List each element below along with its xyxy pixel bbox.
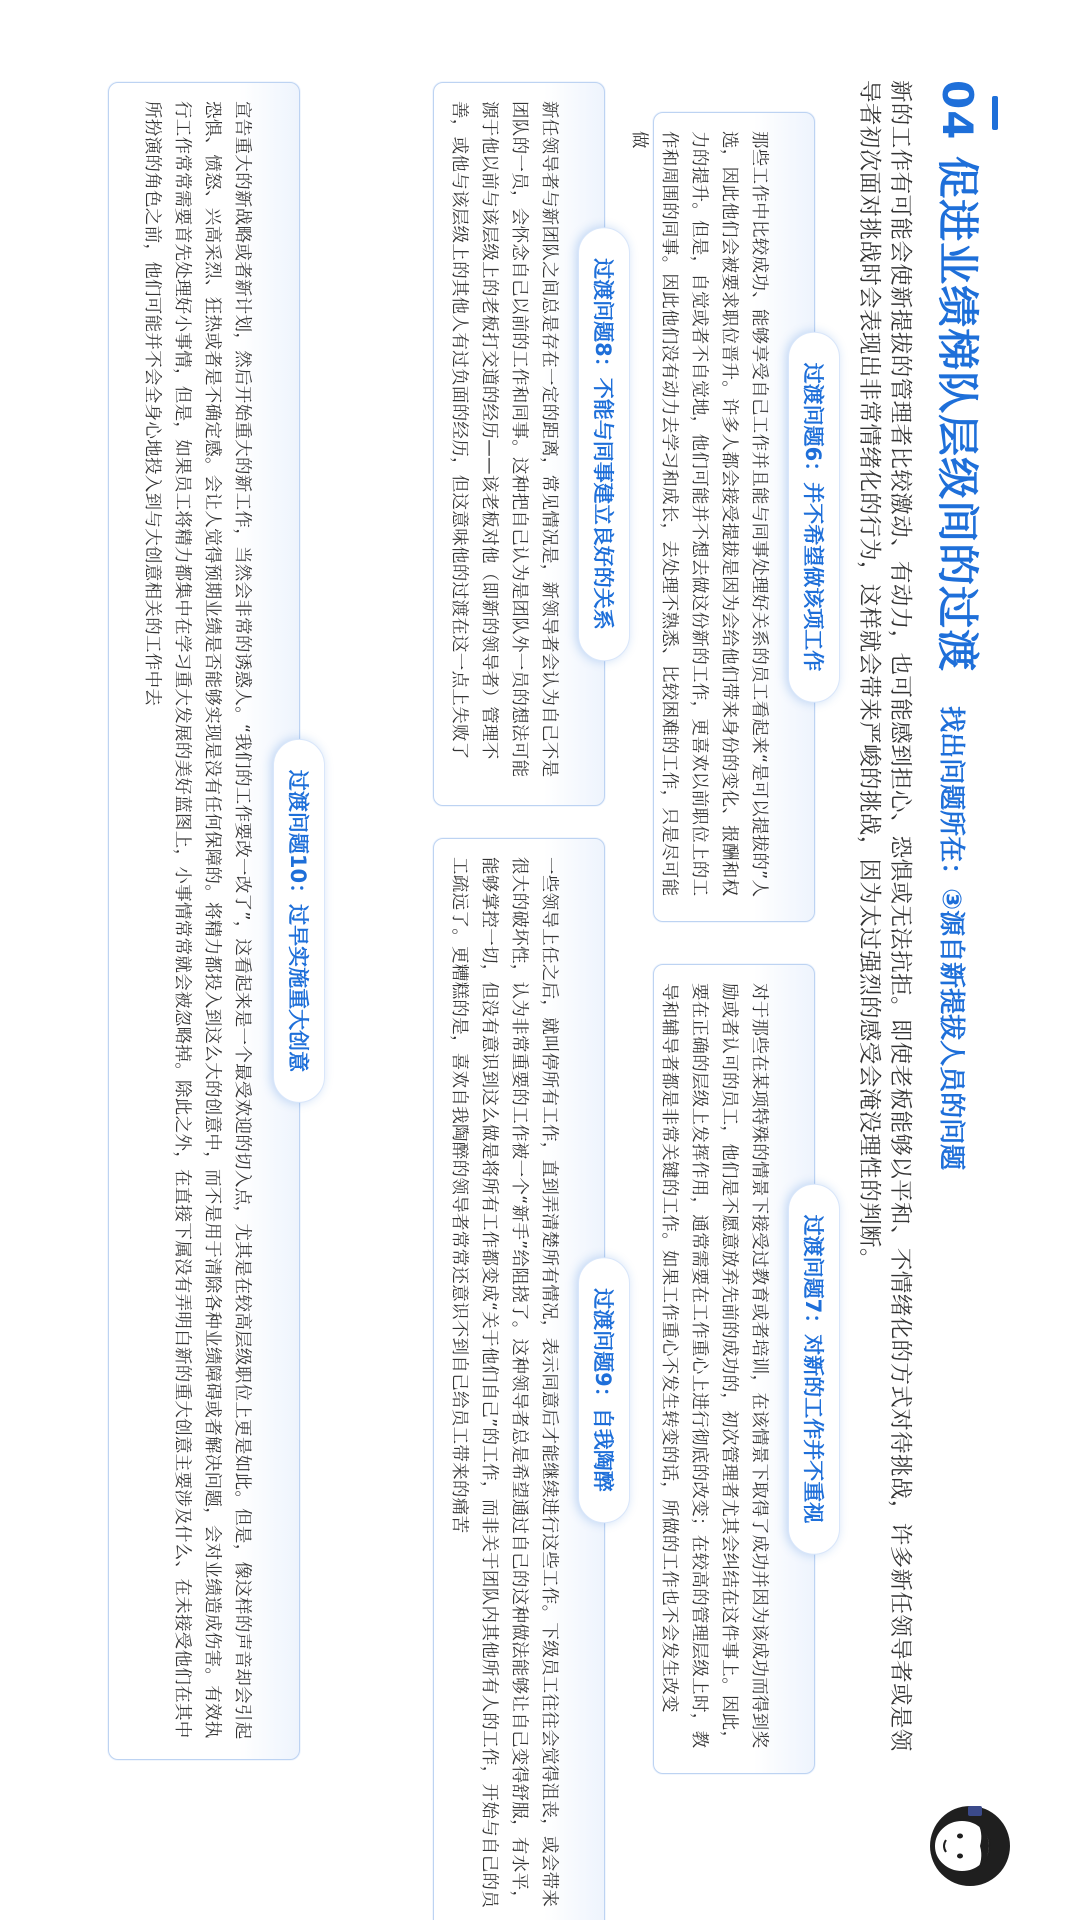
card-title: 过渡问题7：对新的工作并不重视 (788, 1184, 840, 1555)
card-title: 过渡问题8：不能与同事建立良好的关系 (578, 227, 630, 661)
card-transition-10 (108, 82, 310, 1760)
title-row (930, 80, 990, 1860)
card-title: 过渡问题9：自我陶醉 (578, 1257, 630, 1523)
card-body: 宣告重大的新战略或者新计划，然后开始重大的新工作，当然会非常的诱惑人。“我们的工作要改一改了”，这看起来是一个最受欢迎的切入点，尤其是在较高层级职位上更是如此。但是，像这样的声音却会引起恐惧、愤怒、兴高采烈、狂热或者是不确定感。会让人觉得预期业绩是否能够实现是没有任何保障的。将精力都投入到这么大的创意中，而不是用于清除各种业绩障碍或者解决问题，会对业绩造成伤害。有效执行工作常常需要首先处理好小事情，但是，如果员工将精力都集中在学习重大发展的美好蓝图上，小事情常常就会被忽略掉。除此之外，在直接下属没有弄明白新的重大创意主要涉及什么、在未接受他们在其中所扮演的角色之前，他们可能并不会全身心地投入到与大创意相关的工作中去 (142, 101, 252, 1740)
intro-paragraph: 新的工作有可能会使新提拔的管理者比较激动、有动力，也可能感到担心、恐惧或无法抗拒。即使老板能够以平和、不情绪化的方式对待挑战，许多新任领导者或是领导者初次面对挑战时会表现出非常情绪化的行为，这样就会带来严峻的挑战，因为太过强烈的感受会淹没理性的判断。 (856, 80, 913, 1752)
card-title: 过渡问题6：并不希望做该项工作 (788, 332, 840, 703)
page-subtitle: 找出问题所在：③源自新提拔人员的问题 (936, 706, 966, 1171)
card-transition-8 (433, 82, 615, 806)
card-transition-7 (653, 964, 825, 1774)
avatar-illustration (928, 1800, 1020, 1892)
card-body: 对于那些在某项特殊的情景下接受过教育或者培训，在该情景下取得了成功并因为该成功而得到奖励或者认可的员工，他们是不愿意放弃先前的成功的，初次管理者尤其会纠结在这件事上。因此，要在正确的层级上发挥作用，通常需要在工作重心上进行彻底的改变；在较高的管理层级上时，教导和辅导者都是非常关键的工作。如果工作重心不发生转变的话，所做的工作也不会发生改变 (659, 983, 769, 1749)
card-body: 一些领导上任之后，就叫停所有工作，直到弄清楚所有情况，表示同意后才能继续进行这些工作。下级员工往往会觉得沮丧，或会带来很大的破坏性，认为非常重要的工作被一个“新手”给阻挠了。这种领导者总是希望通过自己的这种做法能够让自己变得舒服，有水平，能够掌控一切，但没有意识到这么做是将所有工作都变成“关于他们自己”的工作，而非关于团队内其他所有人的工作，开始与自己的员工疏远了。更糟糕的是，喜欢自我陶醉的领导者常常还意识不到自己给员工带来的痛苦 (449, 857, 559, 1909)
title-accent-bar (992, 96, 998, 130)
page-title: 04 促进业绩梯队层级间的过渡 (933, 80, 982, 673)
card-body: 那些工作中比较成功、能够享受自己工作并且能与同事处理好关系的员工看起来“是可以提拔的”人选，因此他们会被要求职位晋升。许多人都会接受提拔是因为会给他们带来身份的变化、报酬和权力的提升。但是，自觉或者不自觉地，他们可能并不想去做这份新的工作，更喜欢以前职位上的工作和周围的同事。因此他们没有动力去学习和成长，去处理不熟悉、比较困难的工作，只是尽可能做 (629, 131, 769, 898)
card-title: 过渡问题10：过早实施重大创意 (273, 739, 325, 1103)
card-transition-6 (629, 112, 825, 922)
card-transition-9 (433, 838, 615, 1920)
card-body: 新任领导者与新团队之间总是存在一定的距离，常见情况是，新领导者会认为自己不是团队的一员，会怀念自己以前的工作和同事。这种把自己认为是团队外一员的想法可能源于他以前与该层级上的老板打交道的经历——该老板对他（即新的领导者）管理不善，或他与该层级上的其他人有过负面的经历，但这意味他的过渡在这一点上失败了 (449, 101, 559, 778)
